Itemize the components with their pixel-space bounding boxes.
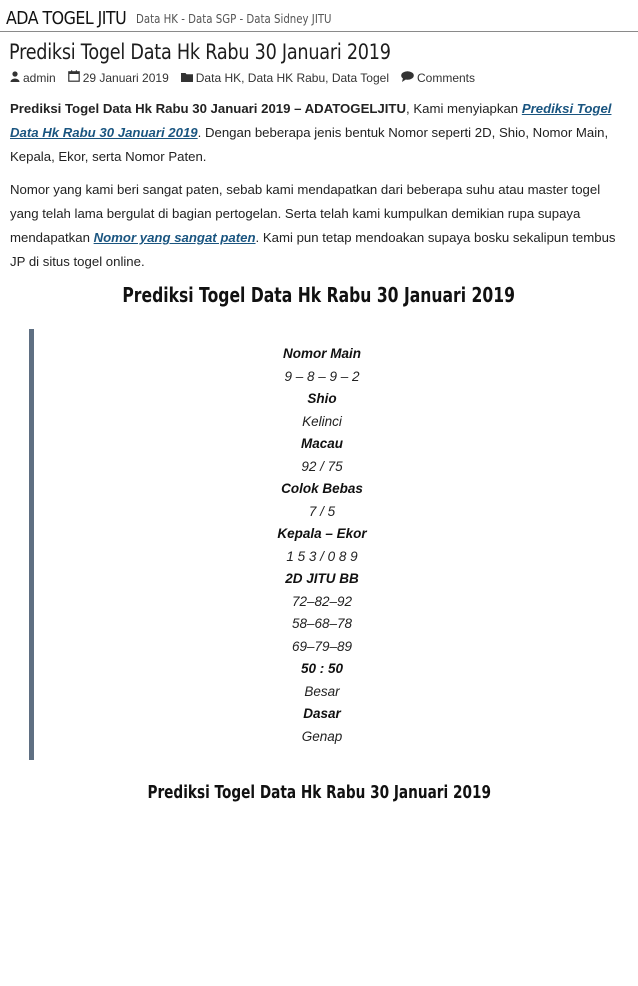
prediction-label: 50 : 50 — [300, 661, 344, 676]
second-paragraph — [10, 178, 620, 274]
meta-date — [68, 70, 169, 85]
post-title: Prediksi Togel Data Hk Rabu 30 Januari 2019 — [9, 40, 391, 64]
prediction-label: Nomor Main — [282, 346, 361, 361]
comment-icon — [401, 71, 414, 85]
prediction-value: Besar — [304, 683, 340, 699]
site-header — [0, 0, 638, 32]
post-meta — [10, 70, 487, 85]
prediction-heading-text: Prediksi Togel Data Hk Rabu 30 Januari 2019 — [122, 283, 516, 307]
nomor-paten-link[interactable]: Nomor yang sangat paten — [93, 230, 256, 245]
second-text-b: . Kami pun tetap mendoakan supaya bosku sekalipun tembus JP di situs togel online. — [10, 230, 616, 269]
post-categories: Data HK, Data HK Rabu, Data Togel — [195, 70, 389, 85]
prediction-value: 58–68–78 — [291, 616, 353, 631]
prediction-value: 72–82–92 — [291, 593, 353, 609]
intro-paragraph — [10, 97, 620, 169]
prediction-value: 7 / 5 — [308, 503, 336, 519]
bottom-heading — [0, 783, 638, 803]
prediction-label: 2D JITU BB — [285, 571, 359, 586]
prediksi-link[interactable]: Prediksi Togel Data Hk Rabu 30 Januari 2019 — [10, 101, 612, 140]
prediction-heading — [0, 283, 638, 307]
post-content — [10, 97, 620, 283]
meta-comments[interactable] — [401, 71, 475, 85]
site-description: Data HK - Data SGP - Data Sidney JITU — [136, 12, 332, 26]
prediction-value: Kelinci — [302, 413, 342, 429]
user-icon — [10, 71, 20, 85]
meta-author[interactable] — [10, 71, 56, 85]
comments-link: Comments — [416, 70, 475, 85]
intro-text-a: , Kami menyiapkan — [406, 101, 522, 116]
prediction-label: Colok Bebas — [281, 481, 363, 496]
prediction-value: Genap — [301, 728, 343, 744]
second-text-a: Nomor yang kami beri sangat paten, sebab kami mendapatkan dari beberapa suhu atau master togel yang telah lama bergulat di bagian pertogelan. Serta telah kami kumpulkan demikian rupa supaya mendapatkan — [10, 182, 601, 245]
prediction-label: Macau — [300, 436, 344, 451]
prediction-value: 9 – 8 – 9 – 2 — [284, 368, 360, 384]
author-name: admin — [23, 70, 56, 85]
intro-text-b: . Dengan beberapa jenis bentuk Nomor seperti 2D, Shio, Nomor Main, Kepala, Ekor, serta Nomor Paten. — [10, 125, 609, 164]
folder-icon — [181, 71, 193, 85]
prediction-value: 92 / 75 — [301, 458, 343, 474]
site-title[interactable]: ADA TOGEL JITU — [6, 8, 127, 29]
post-date: 29 Januari 2019 — [82, 70, 169, 85]
prediction-value: 1 5 3 / 0 8 9 — [286, 548, 358, 564]
prediction-label: Kepala – Ekor — [277, 526, 367, 541]
prediction-value: 69–79–89 — [291, 638, 353, 654]
prediction-block — [34, 343, 610, 748]
calendar-icon — [68, 70, 80, 85]
bottom-heading-text: Prediksi Togel Data Hk Rabu 30 Januari 2019 — [147, 783, 491, 803]
prediction-label: Shio — [307, 391, 337, 406]
prediction-label: Dasar — [303, 706, 341, 721]
intro-bold: Prediksi Togel Data Hk Rabu 30 Januari 2019 – ADATOGELJITU — [10, 101, 406, 116]
meta-categories[interactable] — [181, 71, 389, 85]
